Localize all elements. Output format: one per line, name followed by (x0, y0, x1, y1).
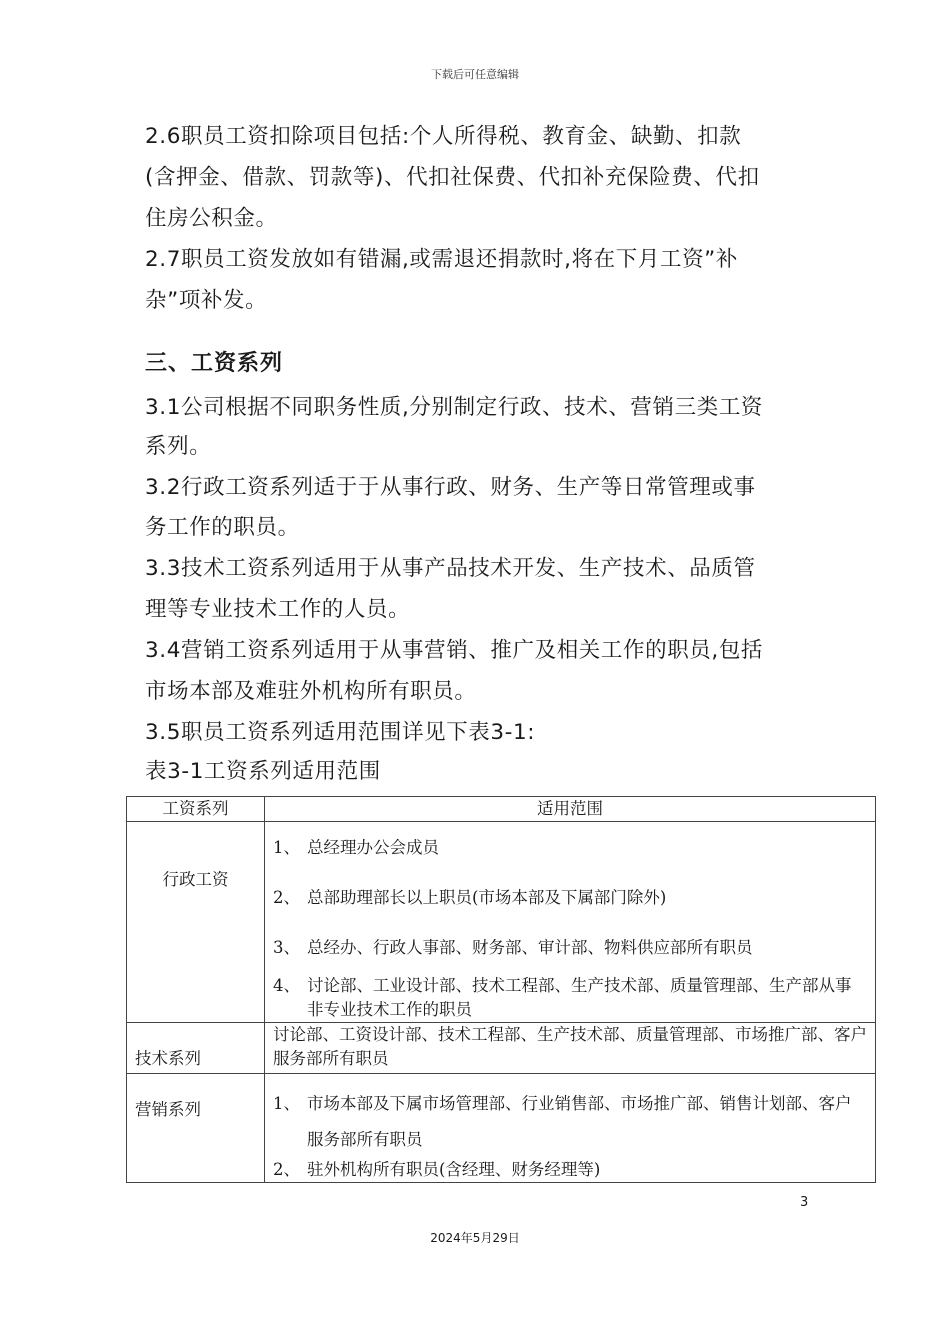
list-item (265, 936, 867, 974)
list-item (265, 1086, 867, 1158)
item-text: 驻外机构所有职员(含经理、财务经理等) (307, 1160, 601, 1179)
table-header-row (127, 797, 876, 822)
scope-cell (265, 1023, 876, 1074)
table-row (127, 822, 876, 1023)
list-item (265, 974, 867, 1022)
item-text: 讨论部、工业设计部、技术工程部、生产技术部、质量管理部、生产部从事非专业技术工作的职员 (307, 976, 852, 1019)
series-cell (127, 822, 265, 1023)
salary-series-table (126, 796, 876, 1183)
paragraph-line: 理等专业技术工作的人员。 (145, 597, 411, 622)
page-number: 3 (800, 1195, 809, 1210)
paragraph-line: (含押金、借款、罚款等)、代扣社保费、代扣补充保险费、代扣 (145, 165, 760, 190)
scope-cell (265, 1074, 876, 1183)
paragraph-line: 3.1公司根据不同职务性质,分别制定行政、技术、营销三类工资 (145, 395, 764, 420)
item-number: 2、 (273, 1160, 300, 1179)
series-label: 行政工资 (162, 870, 229, 889)
series-cell (127, 1074, 265, 1183)
item-number: 3、 (273, 938, 300, 957)
table-header-series: 工资系列 (127, 797, 265, 822)
paragraph-line: 2.7职员工资发放如有错漏,或需退还捐款时,将在下月工资”补 (145, 247, 739, 272)
paragraph-line: 3.2行政工资系列适于于从事行政、财务、生产等日常管理或事 (145, 475, 756, 500)
list-item (265, 886, 867, 936)
header-note: 下载后可任意编辑 (431, 68, 519, 81)
paragraph-line: 3.3技术工资系列适用于从事产品技术开发、生产技术、品质管 (145, 556, 756, 581)
item-number: 1、 (273, 838, 300, 857)
footer-date: 2024年5月29日 (430, 1231, 520, 1245)
item-text: 总经理办公会成员 (307, 838, 439, 857)
item-number: 1、 (273, 1094, 300, 1113)
paragraph-line: 住房公积金。 (145, 206, 278, 231)
series-label: 营销系列 (135, 1100, 201, 1119)
paragraph-line: 市场本部及难驻外机构所有职员。 (145, 679, 477, 704)
paragraph-line: 3.5职员工资系列适用范围详见下表3-1: (145, 720, 536, 745)
paragraph-line: 务工作的职员。 (145, 515, 300, 540)
item-number: 2、 (273, 888, 300, 907)
section-title: 三、工资系列 (145, 351, 284, 376)
scope-cell (265, 822, 876, 1023)
table-row (127, 1074, 876, 1183)
item-text: 总经办、行政人事部、财务部、审计部、物料供应部所有职员 (307, 938, 753, 957)
paragraph-line: 杂”项补发。 (145, 288, 268, 313)
item-text: 市场本部及下属市场管理部、行业销售部、市场推广部、销售计划部、客户服务部所有职员 (307, 1094, 852, 1149)
item-number: 4、 (273, 976, 300, 995)
list-item (265, 836, 867, 886)
item-text: 总部助理部长以上职员(市场本部及下属部门除外) (307, 888, 667, 907)
table-caption: 表3-1工资系列适用范围 (145, 759, 381, 784)
scope-text: 讨论部、工资设计部、技术工程部、生产技术部、质量管理部、市场推广部、客户服务部所有职员 (273, 1025, 867, 1068)
table-header-scope: 适用范围 (265, 797, 876, 822)
paragraph-line: 系列。 (145, 434, 212, 459)
paragraph-line: 3.4营销工资系列适用于从事营销、推广及相关工作的职员,包括 (145, 638, 764, 663)
table-row (127, 1023, 876, 1074)
list-item (265, 1158, 867, 1182)
series-label: 技术系列 (135, 1049, 201, 1068)
paragraph-line: 2.6职员工资扣除项目包括:个人所得税、教育金、缺勤、扣款 (145, 124, 742, 149)
series-cell (127, 1023, 265, 1074)
